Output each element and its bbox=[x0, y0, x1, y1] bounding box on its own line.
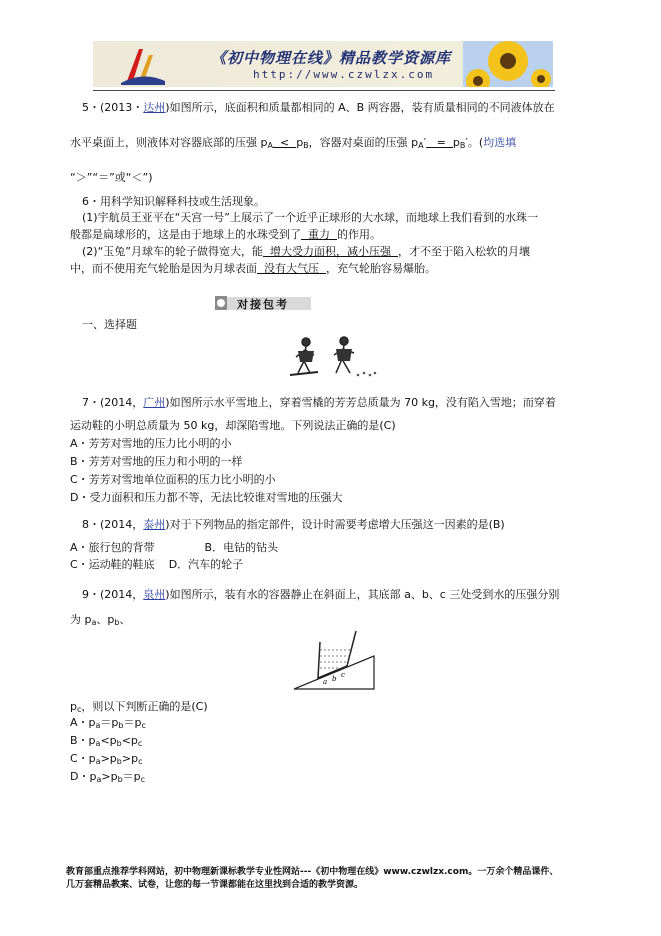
q8-option-b: B．电钻的钻头 bbox=[204, 541, 279, 554]
q9-line2: 为 $p_a$、$p_b$、 bbox=[70, 613, 131, 627]
q7-option-b: B・芳芳对雪地的压力和小明的一样 bbox=[70, 455, 243, 468]
q8-options-row1 bbox=[70, 541, 278, 555]
incline-container-diagram bbox=[292, 626, 378, 692]
q9-option-c: C・$p_a>p_b>p_c$ bbox=[70, 752, 143, 766]
q6-p2-line1: (2)“玉兔”月球车的轮子做得宽大，能 增大受力面积，减小压强 ，才不至于陷入松软的月壤 bbox=[82, 245, 530, 258]
q7-option-d: D・受力面积和压力都不等，无法比较谁对雪地的压强大 bbox=[70, 491, 343, 504]
q5-line2: 水平桌面上，则液体对容器底部的压强 $p_A < p_B$，容器对桌面的压强 $p_A'$ = $p_B'$。(均选填 bbox=[70, 136, 517, 150]
q8-option-a: A・旅行包的背带 bbox=[70, 541, 155, 554]
sunflower-icon bbox=[463, 41, 553, 87]
q8-options-row2 bbox=[70, 558, 243, 572]
section-heading: 一、选择题 bbox=[82, 318, 137, 331]
label-b: b bbox=[332, 675, 337, 683]
q9-option-d: D・$p_a>p_b=p_c$ bbox=[70, 770, 146, 784]
label-c: c bbox=[341, 671, 345, 679]
label-a: a bbox=[323, 678, 328, 686]
q6-p1-line1: (1)宇航员王亚平在“天宫一号”上展示了一个近乎正球形的大水球，而地球上我们看到的水珠一 bbox=[82, 211, 538, 224]
footer-line2: 几万套精品教案、试卷，让您的每一节课都能在这里找到合适的教学资源。 bbox=[66, 880, 364, 890]
q8-option-c: C・运动鞋的鞋底 bbox=[70, 558, 155, 571]
q9-line1: 9・(2014，泉州)如图所示，装有水的容器静止在斜面上，其底部 a、b、c 三处受到水的压强分别 bbox=[82, 588, 560, 601]
q7-line2: 运动鞋的小明总质量为 50 kg，却深陷雪地。下列说法正确的是(C) bbox=[70, 419, 396, 432]
q8-option-d: D．汽车的轮子 bbox=[168, 558, 244, 571]
q7-option-a: A・芳芳对雪地的压力比小明的小 bbox=[70, 437, 232, 450]
q9-option-a: A・$p_a=p_b=p_c$ bbox=[70, 716, 146, 730]
q7-line1: 7・(2014，广州)如图所示水平雪地上，穿着雪橇的芳芳总质量为 70 kg，没有陷入雪地；而穿着 bbox=[82, 396, 556, 409]
q8-line1: 8・(2014，泰州)对于下列物品的指定部件，设计时需要考虑增大压强这一因素的是(B) bbox=[82, 518, 505, 531]
header-divider bbox=[93, 90, 555, 91]
q7-option-c: C・芳芳对雪地单位面积的压力比小明的小 bbox=[70, 473, 276, 486]
q6-line1: 6・用科学知识解释科技或生活现象。 bbox=[82, 195, 265, 208]
logo-icon bbox=[113, 41, 173, 87]
banner-url[interactable]: http://www.czwlzx.com bbox=[253, 68, 435, 81]
footer-line1: 教育部重点推荐学科网站，初中物理新课标教学专业性网站---《初中物理在线》www.czwlzx.com。一万余个精品课件、 bbox=[66, 867, 559, 877]
skiers-illustration bbox=[286, 335, 378, 381]
banner-title: 《初中物理在线》精品教学资源库 bbox=[211, 49, 452, 67]
q6-p2-line2: 中，而不使用充气轮胎是因为月球表面 没有大气压 ，充气轮胎容易爆胎。 bbox=[70, 262, 436, 275]
q5-line3: “＞”“＝”或“＜”) bbox=[70, 171, 153, 184]
section-tag bbox=[213, 294, 311, 312]
q6-p1-line2: 般都是扁球形的，这是由于地球上的水珠受到了 重力 的作用。 bbox=[70, 228, 381, 241]
q5-line1: 5・(2013・达州)如图所示，底面积和质量都相同的 A、B 两容器，装有质量相同的不同液体放在 bbox=[82, 101, 555, 114]
q9-line3: $p_c$，则以下判断正确的是(C) bbox=[70, 700, 208, 714]
header-banner bbox=[93, 41, 553, 87]
q9-option-b: B・$p_a<p_b<p_c$ bbox=[70, 734, 143, 748]
section-tag-label: 对接包考 bbox=[237, 298, 289, 311]
